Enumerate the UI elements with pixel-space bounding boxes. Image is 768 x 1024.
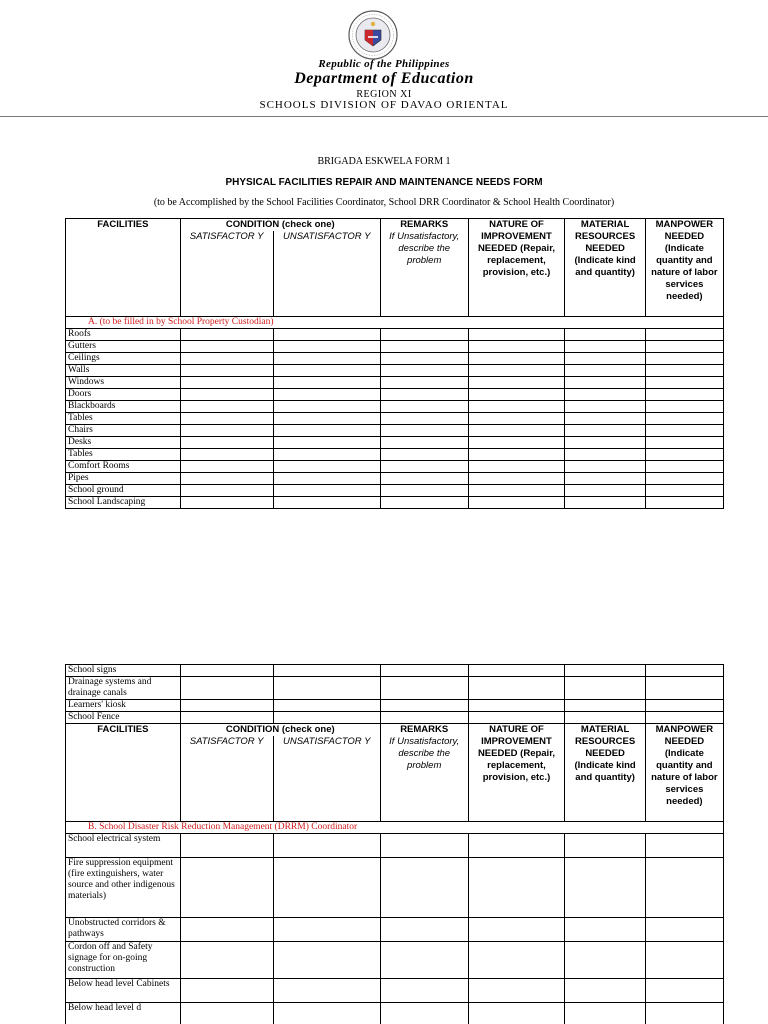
material-cell[interactable] [565, 424, 645, 436]
satisfactory-cell[interactable] [180, 436, 273, 448]
remarks-cell[interactable] [380, 978, 468, 1002]
material-cell[interactable] [565, 833, 645, 857]
table-row [66, 376, 724, 388]
manpower-cell[interactable] [645, 364, 723, 376]
manpower-cell[interactable] [645, 388, 723, 400]
manpower-cell[interactable] [645, 484, 723, 496]
deped-seal-logo [348, 10, 398, 60]
material-cell[interactable] [565, 484, 645, 496]
division-line: SCHOOLS DIVISION OF DAVAO ORIENTAL [259, 99, 509, 111]
unsatisfactory-header: UNSATISFACTOR Y [273, 736, 380, 821]
manpower-cell[interactable] [645, 424, 723, 436]
satisfactory-cell[interactable] [180, 1002, 273, 1024]
unsatisfactory-cell[interactable] [273, 1002, 380, 1024]
nature-cell[interactable] [468, 412, 565, 424]
unsatisfactory-cell[interactable] [273, 400, 380, 412]
manpower-cell[interactable] [645, 460, 723, 472]
remarks-title: REMARKS [400, 724, 449, 735]
table-row [66, 665, 724, 677]
facility-name: Desks [66, 436, 181, 448]
remarks-cell[interactable] [380, 328, 468, 340]
facility-name: School Landscaping [66, 496, 181, 508]
material-cell[interactable] [565, 917, 645, 941]
material-cell[interactable] [565, 1002, 645, 1024]
form-title: PHYSICAL FACILITIES REPAIR AND MAINTENANCE NEEDS FORM [225, 177, 543, 188]
material-cell[interactable] [565, 388, 645, 400]
remarks-cell[interactable] [380, 376, 468, 388]
unsatisfactory-cell[interactable] [273, 448, 380, 460]
manpower-cell[interactable] [645, 496, 723, 508]
department-name: Department of Education [294, 70, 474, 87]
unsatisfactory-cell[interactable] [273, 978, 380, 1002]
remarks-cell[interactable] [380, 448, 468, 460]
remarks-cell[interactable] [380, 484, 468, 496]
nature-cell[interactable] [468, 712, 565, 724]
table-row [66, 941, 724, 978]
satisfactory-cell[interactable] [180, 388, 273, 400]
unsatisfactory-cell[interactable] [273, 665, 380, 677]
table-row [66, 460, 724, 472]
facility-name: Learners' kiosk [66, 700, 181, 712]
remarks-cell[interactable] [380, 340, 468, 352]
remarks-cell[interactable] [380, 460, 468, 472]
unsatisfactory-cell[interactable] [273, 496, 380, 508]
satisfactory-cell[interactable] [180, 376, 273, 388]
condition-header: CONDITION (check one) [180, 219, 380, 232]
nature-cell[interactable] [468, 364, 565, 376]
table-row [66, 328, 724, 340]
unsatisfactory-header: UNSATISFACTOR Y [273, 231, 380, 316]
section-a-rows [66, 328, 724, 508]
remarks-subtitle: If Unsatisfactory, describe the problem [389, 736, 460, 771]
nature-cell[interactable] [468, 484, 565, 496]
manpower-cell[interactable] [645, 857, 723, 917]
satisfactory-cell[interactable] [180, 700, 273, 712]
unsatisfactory-cell[interactable] [273, 917, 380, 941]
nature-cell[interactable] [468, 833, 565, 857]
remarks-cell[interactable] [380, 677, 468, 700]
facility-name: Pipes [66, 472, 181, 484]
facility-name: School Fence [66, 712, 181, 724]
facility-name: Cordon off and Safety signage for on-going construction [66, 941, 181, 978]
material-cell[interactable] [565, 496, 645, 508]
remarks-cell[interactable] [380, 436, 468, 448]
table-row [66, 700, 724, 712]
material-cell[interactable] [565, 677, 645, 700]
satisfactory-cell[interactable] [180, 496, 273, 508]
manpower-cell[interactable] [645, 352, 723, 364]
table-row [66, 1002, 724, 1024]
material-cell[interactable] [565, 700, 645, 712]
remarks-cell[interactable] [380, 472, 468, 484]
manpower-cell[interactable] [645, 340, 723, 352]
remarks-cell[interactable] [380, 364, 468, 376]
satisfactory-cell[interactable] [180, 328, 273, 340]
material-cell[interactable] [565, 941, 645, 978]
facility-name: Fire suppression equipment (fire extinguishers, water source and other indigenous materials) [66, 857, 181, 917]
nature-cell[interactable] [468, 448, 565, 460]
table-row [66, 448, 724, 460]
material-cell[interactable] [565, 364, 645, 376]
table-row [66, 677, 724, 700]
manpower-cell[interactable] [645, 917, 723, 941]
table-row [66, 472, 724, 484]
nature-cell[interactable] [468, 352, 565, 364]
facility-name: Tables [66, 412, 181, 424]
manpower-cell[interactable] [645, 436, 723, 448]
nature-header: NATURE OF IMPROVEMENT NEEDED (Repair, replacement, provision, etc.) [468, 219, 565, 317]
table-row [66, 352, 724, 364]
facilities-header: FACILITIES [66, 219, 181, 317]
manpower-cell[interactable] [645, 941, 723, 978]
header-divider [0, 116, 768, 117]
unsatisfactory-cell[interactable] [273, 340, 380, 352]
nature-cell[interactable] [468, 700, 565, 712]
satisfactory-cell[interactable] [180, 412, 273, 424]
manpower-cell[interactable] [645, 665, 723, 677]
nature-cell[interactable] [468, 400, 565, 412]
nature-cell[interactable] [468, 1002, 565, 1024]
remarks-cell[interactable] [380, 941, 468, 978]
material-cell[interactable] [565, 412, 645, 424]
unsatisfactory-cell[interactable] [273, 352, 380, 364]
table-row [66, 436, 724, 448]
unsatisfactory-cell[interactable] [273, 412, 380, 424]
table-row [66, 484, 724, 496]
material-header: MATERIAL RESOURCES NEEDED (Indicate kind and quantity) [565, 724, 645, 822]
manpower-cell[interactable] [645, 833, 723, 857]
satisfactory-cell[interactable] [180, 833, 273, 857]
form-code: BRIGADA ESKWELA FORM 1 [317, 156, 451, 167]
nature-cell[interactable] [468, 388, 565, 400]
satisfactory-cell[interactable] [180, 484, 273, 496]
section-b-label: B. School Disaster Risk Reduction Management (DRRM) Coordinator [66, 821, 724, 833]
table-row [66, 412, 724, 424]
facility-name: Doors [66, 388, 181, 400]
manpower-cell[interactable] [645, 412, 723, 424]
material-cell[interactable] [565, 712, 645, 724]
unsatisfactory-cell[interactable] [273, 484, 380, 496]
nature-cell[interactable] [468, 376, 565, 388]
table-row [66, 833, 724, 857]
facility-name: Below head level Cabinets [66, 978, 181, 1002]
table-row [66, 712, 724, 724]
nature-cell[interactable] [468, 857, 565, 917]
unsatisfactory-cell[interactable] [273, 328, 380, 340]
remarks-cell[interactable] [380, 388, 468, 400]
material-cell[interactable] [565, 857, 645, 917]
material-cell[interactable] [565, 400, 645, 412]
facility-name: Drainage systems and drainage canals [66, 677, 181, 700]
nature-cell[interactable] [468, 665, 565, 677]
manpower-cell[interactable] [645, 448, 723, 460]
table-row [66, 340, 724, 352]
unsatisfactory-cell[interactable] [273, 700, 380, 712]
unsatisfactory-cell[interactable] [273, 472, 380, 484]
manpower-cell[interactable] [645, 1002, 723, 1024]
manpower-header: MANPOWER NEEDED (Indicate quantity and nature of labor services needed) [645, 219, 723, 317]
remarks-cell[interactable] [380, 496, 468, 508]
satisfactory-cell[interactable] [180, 448, 273, 460]
remarks-cell[interactable] [380, 857, 468, 917]
section-a-label: A. (to be filled in by School Property Custodian) [66, 316, 724, 328]
unsatisfactory-cell[interactable] [273, 833, 380, 857]
unsatisfactory-cell[interactable] [273, 677, 380, 700]
satisfactory-cell[interactable] [180, 677, 273, 700]
satisfactory-cell[interactable] [180, 665, 273, 677]
unsatisfactory-cell[interactable] [273, 436, 380, 448]
nature-header: NATURE OF IMPROVEMENT NEEDED (Repair, replacement, provision, etc.) [468, 724, 565, 822]
remarks-cell[interactable] [380, 712, 468, 724]
remarks-subtitle: If Unsatisfactory, describe the problem [389, 231, 460, 266]
facility-name: Walls [66, 364, 181, 376]
nature-cell[interactable] [468, 436, 565, 448]
nature-cell[interactable] [468, 424, 565, 436]
unsatisfactory-cell[interactable] [273, 424, 380, 436]
section-b-rows [66, 833, 724, 1024]
remarks-cell[interactable] [380, 400, 468, 412]
remarks-header [380, 724, 468, 822]
nature-cell[interactable] [468, 472, 565, 484]
satisfactory-cell[interactable] [180, 424, 273, 436]
material-cell[interactable] [565, 352, 645, 364]
satisfactory-header: SATISFACTOR Y [180, 231, 273, 316]
nature-cell[interactable] [468, 917, 565, 941]
condition-header: CONDITION (check one) [180, 724, 380, 737]
facilities-table-1 [65, 218, 724, 509]
unsatisfactory-cell[interactable] [273, 376, 380, 388]
remarks-header [380, 219, 468, 317]
satisfactory-cell[interactable] [180, 712, 273, 724]
satisfactory-cell[interactable] [180, 472, 273, 484]
satisfactory-cell[interactable] [180, 400, 273, 412]
facility-name: School signs [66, 665, 181, 677]
table-row [66, 496, 724, 508]
satisfactory-cell[interactable] [180, 941, 273, 978]
table-row [66, 857, 724, 917]
manpower-cell[interactable] [645, 712, 723, 724]
remarks-cell[interactable] [380, 665, 468, 677]
satisfactory-cell[interactable] [180, 340, 273, 352]
material-cell[interactable] [565, 665, 645, 677]
manpower-cell[interactable] [645, 978, 723, 1002]
facility-name: Comfort Rooms [66, 460, 181, 472]
table-row [66, 978, 724, 1002]
manpower-cell[interactable] [645, 328, 723, 340]
facility-name: Chairs [66, 424, 181, 436]
nature-cell[interactable] [468, 460, 565, 472]
material-cell[interactable] [565, 340, 645, 352]
material-cell[interactable] [565, 978, 645, 1002]
table-row [66, 424, 724, 436]
remarks-cell[interactable] [380, 700, 468, 712]
nature-cell[interactable] [468, 340, 565, 352]
material-cell[interactable] [565, 328, 645, 340]
facility-name: School ground [66, 484, 181, 496]
facility-name: Below head level d [66, 1002, 181, 1024]
satisfactory-header: SATISFACTOR Y [180, 736, 273, 821]
remarks-cell[interactable] [380, 833, 468, 857]
manpower-header: MANPOWER NEEDED (Indicate quantity and nature of labor services needed) [645, 724, 723, 822]
facilities-table-2 [65, 664, 724, 1024]
facility-name: Roofs [66, 328, 181, 340]
republic-line: Republic of the Philippines [318, 58, 450, 70]
manpower-cell[interactable] [645, 376, 723, 388]
material-cell[interactable] [565, 448, 645, 460]
satisfactory-cell[interactable] [180, 352, 273, 364]
remarks-cell[interactable] [380, 424, 468, 436]
nature-cell[interactable] [468, 328, 565, 340]
nature-cell[interactable] [468, 677, 565, 700]
manpower-cell[interactable] [645, 400, 723, 412]
material-cell[interactable] [565, 376, 645, 388]
table-row [66, 364, 724, 376]
unsatisfactory-cell[interactable] [273, 857, 380, 917]
unsatisfactory-cell[interactable] [273, 364, 380, 376]
satisfactory-cell[interactable] [180, 978, 273, 1002]
region-line: REGION XI [356, 89, 412, 100]
satisfactory-cell[interactable] [180, 857, 273, 917]
satisfactory-cell[interactable] [180, 364, 273, 376]
facility-name: Windows [66, 376, 181, 388]
facility-name: Gutters [66, 340, 181, 352]
unsatisfactory-cell[interactable] [273, 388, 380, 400]
manpower-cell[interactable] [645, 677, 723, 700]
table-row [66, 917, 724, 941]
satisfactory-cell[interactable] [180, 460, 273, 472]
remarks-cell[interactable] [380, 352, 468, 364]
facility-name: Blackboards [66, 400, 181, 412]
remarks-cell[interactable] [380, 412, 468, 424]
unsatisfactory-cell[interactable] [273, 712, 380, 724]
nature-cell[interactable] [468, 496, 565, 508]
satisfactory-cell[interactable] [180, 917, 273, 941]
unsatisfactory-cell[interactable] [273, 941, 380, 978]
remarks-cell[interactable] [380, 1002, 468, 1024]
section-a-cont-rows [66, 665, 724, 724]
material-header: MATERIAL RESOURCES NEEDED (Indicate kind and quantity) [565, 219, 645, 317]
nature-cell[interactable] [468, 978, 565, 1002]
remarks-cell[interactable] [380, 917, 468, 941]
facility-name: Ceilings [66, 352, 181, 364]
facility-name: School electrical system [66, 833, 181, 857]
facility-name: Tables [66, 448, 181, 460]
material-cell[interactable] [565, 460, 645, 472]
nature-cell[interactable] [468, 941, 565, 978]
material-cell[interactable] [565, 436, 645, 448]
unsatisfactory-cell[interactable] [273, 460, 380, 472]
facilities-header: FACILITIES [66, 724, 181, 822]
table-row [66, 388, 724, 400]
table-row [66, 400, 724, 412]
facility-name: Unobstructed corridors & pathways [66, 917, 181, 941]
manpower-cell[interactable] [645, 472, 723, 484]
form-note: (to be Accomplished by the School Facilities Coordinator, School DRR Coordinator & School Health Coordinator) [153, 197, 615, 208]
material-cell[interactable] [565, 472, 645, 484]
remarks-title: REMARKS [400, 219, 449, 230]
manpower-cell[interactable] [645, 700, 723, 712]
